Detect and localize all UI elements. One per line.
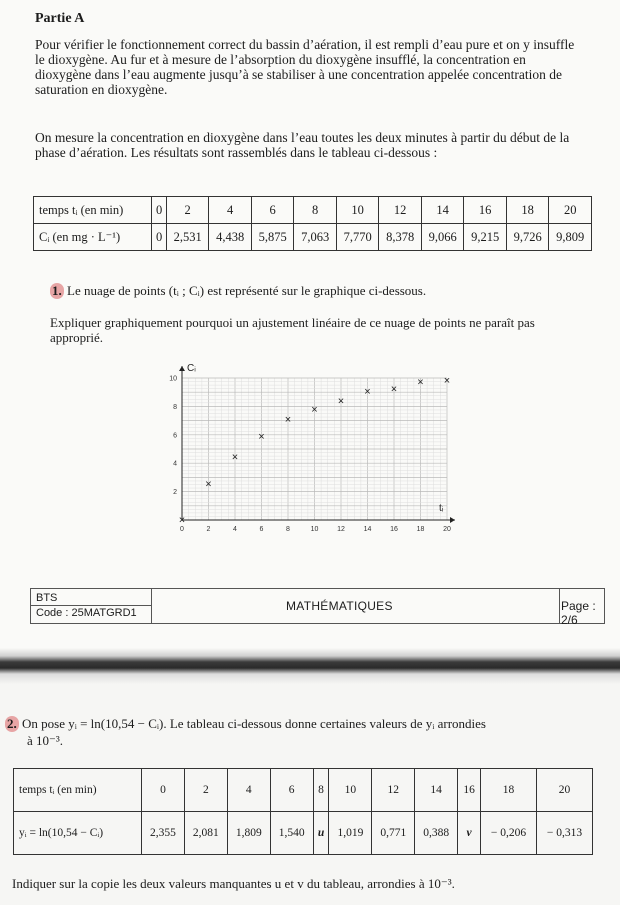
table-cell: 20 (549, 197, 592, 224)
table-row-time (14, 769, 593, 812)
chart-grid (182, 378, 447, 520)
page-footer (30, 588, 605, 627)
table-cell: 9,215 (464, 224, 507, 251)
footer-divider (559, 589, 560, 623)
table-cell: 4,438 (209, 224, 252, 251)
question-1 (50, 283, 426, 299)
y-tick-label: 8 (173, 403, 177, 411)
data-point: × (337, 395, 345, 408)
chart-x-label: tᵢ (439, 503, 444, 514)
question-2-text: On pose yᵢ = ln(10,54 − Cᵢ). Le tableau ci-dessous donne certaines valeurs de yᵢ arrondies (22, 716, 486, 731)
y-values-table (13, 768, 593, 855)
table-cell: − 0,313 (536, 812, 592, 855)
x-tick-label: 0 (180, 526, 184, 533)
table-cell: 1,809 (227, 812, 270, 855)
table-cell: 0 (152, 197, 166, 224)
question-1-instruction-1: Expliquer graphiquement pourquoi un ajustement linéaire de ce nuage de points ne paraît pas (50, 315, 535, 330)
table-cell: 8,378 (379, 224, 422, 251)
footer-page-number: Page : 2/6 (561, 599, 596, 627)
footer-divider (151, 589, 152, 623)
table-cell: 2,355 (142, 812, 185, 855)
table-header-y: yᵢ = ln(10,54 − Cᵢ) (14, 812, 142, 855)
x-tick-label: 18 (416, 526, 425, 533)
table-cell: 1,019 (329, 812, 372, 855)
table-cell: 12 (379, 197, 422, 224)
table-cell: 7,063 (294, 224, 337, 251)
table-cell: 2,081 (184, 812, 227, 855)
measure-line-2: phase d’aération. Les résultats sont rassemblés dans le tableau ci-dessous : (35, 145, 438, 160)
x-tick-label: 6 (259, 526, 264, 533)
x-axis-arrow (450, 517, 455, 523)
table-cell: 8 (313, 769, 329, 812)
data-point: × (231, 451, 239, 464)
table-cell: 6 (251, 197, 294, 224)
question-1-number: 1. (52, 283, 62, 298)
table-cell: 16 (458, 769, 481, 812)
question-2-line-2: à 10⁻³. (27, 733, 64, 748)
chart-y-label: Cᵢ (187, 363, 196, 374)
table-header-time: temps tᵢ (en min) (34, 197, 152, 224)
table-cell: 9,726 (506, 224, 549, 251)
table-header-concentration: Cᵢ (en mg · L⁻¹) (34, 224, 152, 251)
table-cell: 4 (227, 769, 270, 812)
table-cell: 2 (166, 197, 209, 224)
page-separator (0, 648, 620, 688)
missing-value-u: u (313, 812, 329, 855)
table-cell: 0,771 (372, 812, 415, 855)
y-tick-label: 6 (173, 432, 177, 440)
intro-line-1: Pour vérifier le fonctionnement correct du bassin d’aération, il est rempli d’eau pure et on y insuffle (35, 37, 575, 52)
table-cell: 12 (372, 769, 415, 812)
y-tick-label: 4 (173, 460, 177, 468)
measure-line-1: On mesure la concentration en dioxygène dans l’eau toutes les deux minutes à partir du début de la (35, 130, 570, 145)
intro-line-2: le dioxygène. Au fur et à mesure de l’absorption du dioxygène insufflé, la concentration en (35, 52, 526, 67)
table-cell: 0 (142, 769, 185, 812)
part-a-title: Partie A (35, 11, 85, 26)
table-cell: 14 (421, 197, 464, 224)
data-point: × (390, 383, 398, 396)
table-cell: 18 (506, 197, 549, 224)
table-cell: 8 (294, 197, 337, 224)
table-cell: 2,531 (166, 224, 209, 251)
y-tick-label: 2 (173, 489, 177, 497)
intro-line-4: saturation en dioxygène. (35, 82, 168, 97)
chart-axes (179, 366, 455, 523)
table-cell: 9,066 (421, 224, 464, 251)
x-tick-label: 4 (233, 526, 237, 533)
footer-exam: BTS (36, 592, 58, 604)
data-point: × (311, 404, 318, 417)
x-tick-label: 2 (206, 526, 211, 533)
data-point: × (417, 376, 424, 389)
table-cell: 20 (536, 769, 592, 812)
footer-divider (31, 605, 151, 606)
question-1-instruction-2: approprié. (50, 330, 104, 345)
table-cell: 0,388 (415, 812, 458, 855)
x-tick-label: 16 (390, 526, 398, 533)
table-row-time (34, 197, 592, 224)
table-cell: − 0,206 (481, 812, 537, 855)
footer-subject: MATHÉMATIQUES (286, 599, 393, 613)
table-cell: 4 (209, 197, 252, 224)
table-header-time: temps tᵢ (en min) (14, 769, 142, 812)
footer-code: Code : 25MATGRD1 (36, 607, 137, 619)
y-axis-arrow (179, 366, 185, 371)
data-point: × (364, 385, 371, 398)
table-cell: 18 (481, 769, 537, 812)
table-cell: 6 (270, 769, 313, 812)
table-cell: 0 (152, 224, 166, 251)
x-tick-label: 14 (363, 526, 372, 533)
table-cell: 10 (329, 769, 372, 812)
table-row-concentration (34, 224, 592, 251)
x-tick-label: 12 (337, 526, 345, 533)
missing-value-v: v (458, 812, 481, 855)
question-2-instruction: Indiquer sur la copie les deux valeurs manquantes u et v du tableau, arrondies à 10⁻³. (12, 876, 455, 891)
data-point: × (178, 514, 186, 527)
table-cell: 1,540 (270, 812, 313, 855)
table-cell: 10 (336, 197, 379, 224)
x-tick-label: 20 (443, 526, 451, 533)
table-cell: 9,809 (549, 224, 592, 251)
question-2-number: 2. (7, 716, 17, 731)
table-cell: 2 (184, 769, 227, 812)
data-point: × (284, 414, 292, 427)
table-cell: 16 (464, 197, 507, 224)
exam-page-3 (0, 688, 620, 905)
data-point: × (205, 478, 212, 491)
table-row-y (14, 812, 593, 855)
table-cell: 7,770 (336, 224, 379, 251)
scatter-chart (160, 360, 460, 535)
question-2 (5, 716, 486, 732)
data-point: × (258, 431, 265, 444)
table-cell: 5,875 (251, 224, 294, 251)
y-tick-label: 10 (169, 375, 177, 383)
table-cell: 14 (415, 769, 458, 812)
concentration-table (33, 196, 592, 251)
data-point: × (443, 375, 451, 388)
intro-line-3: dioxygène dans l’eau augmente jusqu’à se stabiliser à une concentration appelée concentration de (35, 67, 563, 82)
x-tick-label: 10 (310, 526, 319, 533)
question-1-text: Le nuage de points (tᵢ ; Cᵢ) est représenté sur le graphique ci-dessous. (67, 283, 427, 298)
x-tick-label: 8 (286, 526, 290, 533)
